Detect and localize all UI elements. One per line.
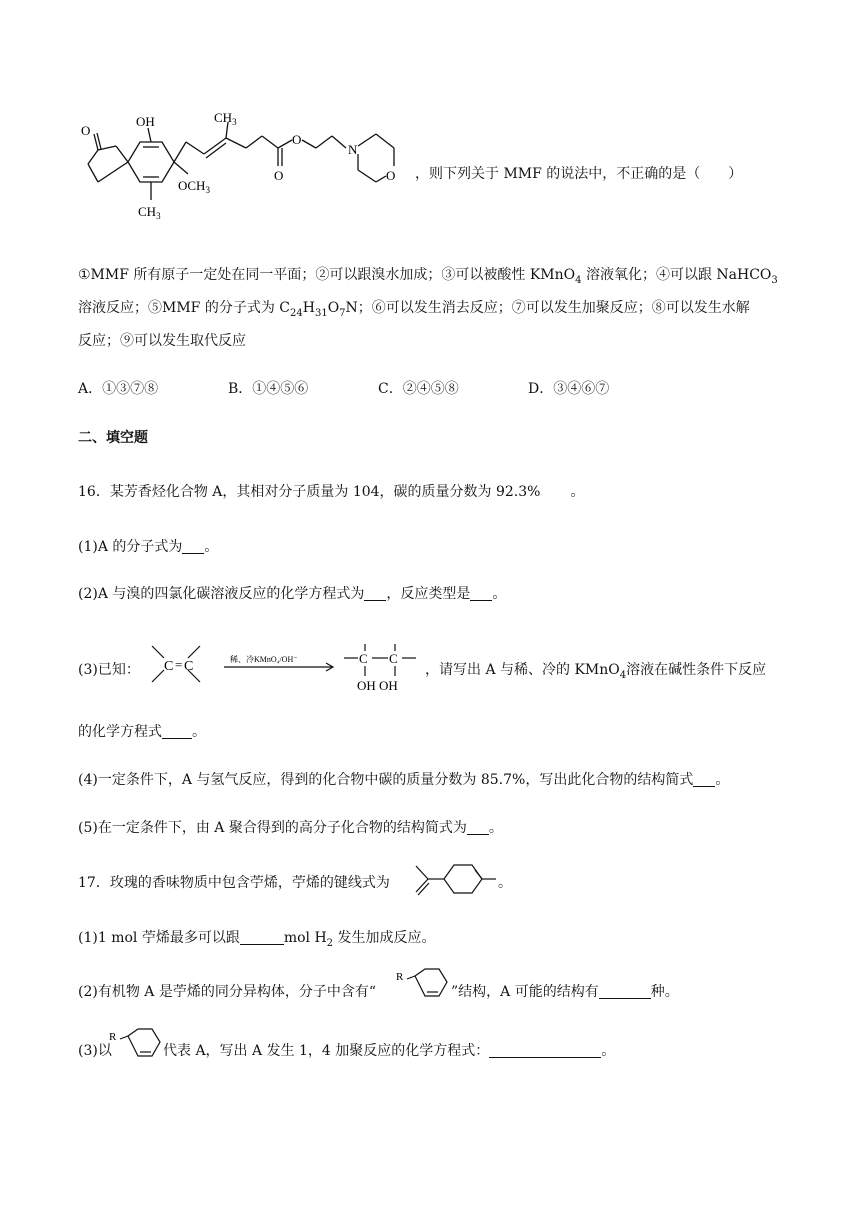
mmf-structure-image: [76, 108, 416, 226]
q17-part3: 代表 A，写出 A 发生 1，4 加聚反应的化学方程式： 。: [163, 1043, 616, 1059]
q16-part4: (4)一定条件下，A 与氢气反应，得到的化合物中碳的质量分数为 85.7%，写出此化合物的结构简式 。: [78, 772, 730, 788]
q15-statements-line2: 溶液反应；⑤MMF 的分子式为 $C_{24}H_{31}O_7N$；⑥可以发生消去反应；⑦可以发生加聚反应；⑧可以发生水解: [78, 300, 750, 319]
oh-label: OH: [136, 114, 155, 129]
r-cyclohexene-fragment: [393, 966, 449, 1004]
q17-part1: (1)1 mol 苧烯最多可以跟 mol $H_2$ 发生加成反应。: [78, 930, 436, 949]
q15-statements-line3: 反应；⑨可以发生取代反应: [78, 333, 246, 349]
q15-statements-line1: ①MMF 所有原子一定处在同一平面；②可以跟溴水加成；③可以被酸性 KMnO$_4$ 溶液氧化；④可以跟 NaHCO$_3$: [78, 267, 778, 286]
product-c1: C: [359, 651, 368, 666]
q15-option-b[interactable]: B．①④⑤⑥: [228, 381, 309, 397]
section-title: 二、填空题: [78, 430, 148, 446]
q15-option-c[interactable]: C．②④⑤⑧: [378, 381, 459, 397]
answer-blank[interactable]: [240, 930, 284, 945]
q16-part2: (2)A 与溴的四氯化碳溶液反应的化学方程式为 ，反应类型是 。: [78, 586, 507, 602]
ester-link-o-label: O: [292, 132, 302, 147]
q16-stem: 16．某芳香烃化合物 A，其相对分子质量为 104，碳的质量分数为 92.3% 。: [78, 484, 585, 500]
q17-part2: (2)有机物 A 是苧烯的同分异构体，分子中含有“: [78, 984, 376, 1000]
ring-o-label: O: [386, 168, 396, 183]
q16-part3-line2: 的化学方程式 。: [78, 724, 206, 740]
ch3-bottom-label: $CH_3$: [138, 204, 161, 221]
r-label: R: [109, 1031, 117, 1043]
q15-question: ，则下列关于 MMF 的说法中，不正确的是（ ）: [415, 166, 743, 182]
alkene-c2: C: [184, 659, 194, 674]
product-c2: C: [389, 651, 398, 666]
answer-blank[interactable]: [162, 724, 192, 739]
ester-o-label: O: [274, 168, 284, 183]
double-bond-sign: =: [175, 657, 183, 672]
answer-blank[interactable]: [599, 984, 651, 999]
answer-blank[interactable]: [693, 772, 715, 787]
q17-part3-label: (3)以: [78, 1043, 112, 1059]
carbonyl-o-label: O: [81, 123, 91, 138]
answer-blank[interactable]: [470, 586, 492, 601]
q16-part1: (1)A 的分子式为 。: [78, 539, 219, 555]
r-label: R: [396, 971, 404, 983]
q15-option-d[interactable]: D．③④⑥⑦: [528, 381, 610, 397]
q16-part5: (5)在一定条件下，由 A 聚合得到的高分子化合物的结构简式为 。: [78, 820, 503, 836]
answer-blank[interactable]: [364, 586, 386, 601]
limonene-structure: [414, 862, 498, 898]
q17-part2-tail: ”结构，A 可能的结构有 种。: [451, 984, 679, 1000]
alkene-c1: C: [164, 659, 174, 674]
product-oh-label: OH OH: [357, 678, 398, 693]
answer-blank[interactable]: [467, 820, 489, 835]
q17-stem-end: 。: [498, 875, 512, 891]
q17-stem: 17．玫瑰的香味物质中包含苧烯，苧烯的键线式为: [78, 875, 390, 891]
ch3-top-label: $CH_3$: [214, 110, 237, 127]
n-label: N: [348, 142, 358, 157]
reagent-label: 稀、冷KMnO₄/OH⁻: [230, 655, 298, 664]
q15-option-a[interactable]: A．①③⑦⑧: [78, 381, 159, 397]
reaction-scheme: [146, 640, 426, 706]
r-cyclohexene-fragment-2: [106, 1026, 162, 1064]
och3-label: $OCH_3$: [178, 178, 210, 195]
q16-part3-label: (3)已知：: [78, 662, 140, 678]
answer-blank[interactable]: [489, 1043, 601, 1058]
answer-blank[interactable]: [182, 539, 204, 554]
q16-part3-text: ，请写出 A 与稀、冷的 KMnO$_4$溶液在碱性条件下反应: [425, 662, 767, 681]
